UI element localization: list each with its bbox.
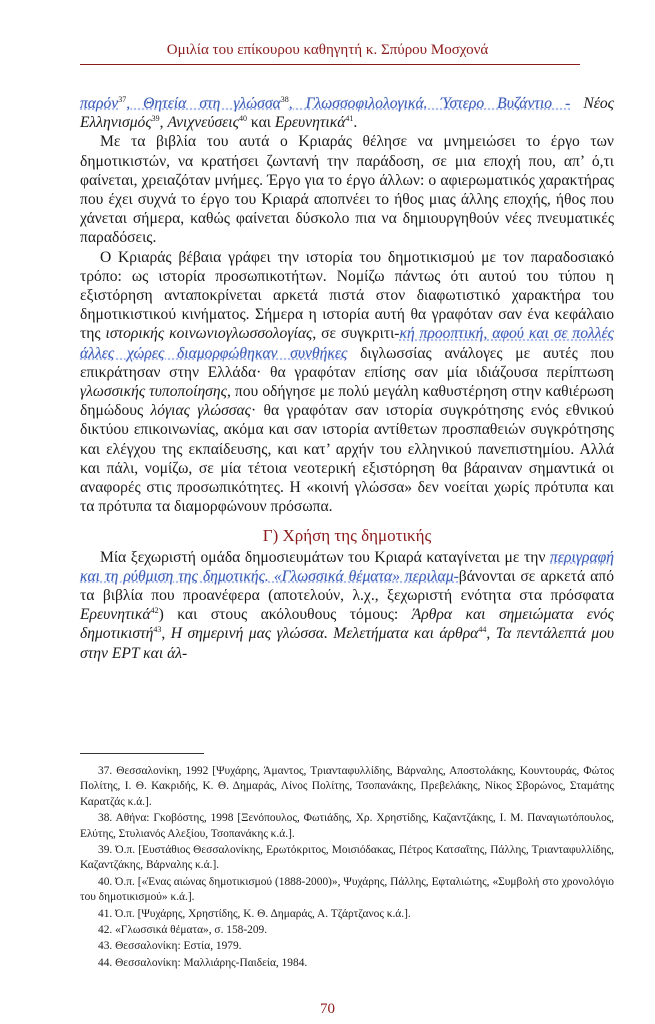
highlighted-text: περιγραφή και τη ρύθμιση της δημοτικής. «Γλωσσικά θέματα» περιλαμ- (80, 548, 614, 585)
footnote-rule (80, 753, 204, 754)
text-run: , σε συγκριτι- (312, 325, 400, 343)
footnote-ref: 43 (153, 625, 162, 635)
highlighted-title: , Γλωσσοφιλολογικά. Ύστερο Βυζάντιο - (288, 95, 571, 112)
highlighted-text: κή προοπτική, αφού και σε πολλές άλλες χώρες διαμορφώθηκαν συνθήκες (80, 325, 615, 362)
book-title: Ερευνητικά (274, 114, 346, 132)
footnote: 39. Ό.π. [Ευστάθιος Θεσσαλονίκης, Ερωτόκριτος, Μοισιόδακας, Πέτρος Κατσαΐτης, Πάλλης, Τριανταφυλλίδης, Καζαντζάκης, Βάρναλης κ.ά.]. (80, 844, 614, 872)
paragraph-continuation (80, 94, 614, 132)
paragraph (80, 248, 614, 517)
footnote: 42. «Γλωσσικά θέματα», σ. 158-209. (98, 924, 268, 937)
header-rule (80, 64, 580, 65)
book-title: Άρθρα και σημειώματα ενός δημοτικιστή (80, 606, 614, 643)
text-run: , (486, 625, 496, 643)
text-run: · θα γραφόταν σαν ιστορία συγκρότησης ενός εθνικού δικτύου επικοινωνίας, ακόμα και σαν ιστορία αντίθετων προσπαθειών συγκρότησης και ελέγχου της εκπαίδευσης, και κατ’ αρχήν του ελληνικού πανεπιστημίου. Αλλά και πάλι, νομίζω, σε μία τέτοια νεοτερική εξιστόρηση θα βάραιναν σημαντικά οι αναφορές στις προσωπικότητες. Η «κοινή γλώσσα» δεν νοείται χωρίς πρότυπα και τα πρότυπα τα διαμορφώνουν πρόσωπα. (80, 402, 614, 516)
footnote: 43. Θεσσαλονίκη: Εστία, 1979. (98, 940, 242, 953)
text-run: ) και στους ακόλουθους τόμους: (158, 606, 412, 624)
section-heading: Γ) Χρήση της δημοτικής (262, 526, 432, 546)
book-title: Η σημερινή μας γλώσσα. Μελετήματα και άρθρα (170, 625, 479, 643)
paragraph (80, 548, 614, 663)
footnote-ref: 39 (151, 114, 160, 124)
running-header: Ομιλία του επίκουρου καθηγητή κ. Σπύρου Μοσχονά (166, 42, 489, 58)
footnote-ref: 42 (150, 606, 159, 616)
footnote-ref: 38 (280, 94, 289, 104)
text-run: διγλωσσίας ανάλογες με αυτές που επικράτησαν στην Ελλάδα· θα γραφόταν επίσης σαν μία ιδιάζουσα περίπτωση (80, 344, 614, 381)
footnote-ref: 41 (345, 114, 354, 124)
highlighted-title: , Θητεία στη γλώσσα (126, 95, 281, 112)
text-run: , που οδήγησε με πολύ μεγάλη καθυστέρηση στην καθιέρωση δημώδους (80, 383, 614, 420)
footnote: 40. Ό.π. [«Ένας αιώνας δημοτικισμού (1888-2000)», Ψυχάρης, Πάλλης, Εφταλιώτης, «Συμβολή στο χρονολόγιο του δημοτικισμού» κ.ά.]. (80, 875, 614, 904)
emphasis: γλωσσικής τυποποίησης (80, 383, 227, 401)
text-run: . (353, 114, 358, 132)
footnote-ref: 44 (478, 625, 487, 635)
book-title: Νέος Ελληνισμός (80, 95, 614, 132)
text-run: βάνονται σε αρκετά από τα βιβλία που προανέφερα (αποτελούν, λ.χ., ξεχωριστή ενότητα στα πρόσφατα (80, 567, 614, 605)
page-number: 70 (320, 1001, 335, 1017)
book-title: Ερευνητικά (80, 606, 151, 624)
text-run: και (246, 114, 275, 132)
highlighted-title: παρόν (80, 95, 119, 112)
text-run: Ο Κριαράς βέβαια γράφει την ιστορία του δημοτικισμού με τον παραδοσιακό τρόπο: ως ιστορία προσωπικοτήτων. Νομίζω πάντως ότι αυτού του τύπου η εξιστόρηση ανταποκρίνεται αρκετά πιστά στον διαφωτιστικό χαρακτήρα του δημοτικιστικού κινήματος. Σήμερα η ιστορία αυτή θα γραφόταν σαν ένα κεφάλαιο της (80, 248, 614, 343)
footnotes (80, 764, 614, 972)
footnote: 44. Θεσσαλονίκη: Μαλλιάρης-Παιδεία, 1984. (98, 956, 308, 969)
text-run: Μία ξεχωριστή ομάδα δημοσιευμάτων του Κριαρά καταγίνεται με την (100, 548, 551, 566)
book-title: Ανιχνεύσεις (167, 114, 239, 132)
paragraph: Με τα βιβλία του αυτά ο Κριαράς θέλησε να μνημειώσει το έργο των δημοτικιστών, να κρατήσει ζωντανή την παράδοση, σε μια εποχή που, απ’ ό,τι φαίνεται, χρειαζόταν μνήμες. Έργο για το έργο άλλων: ο αφιερωματικός χαρακτήρας που έχει συχνά το έργο του Κριαρά αποπνέει το ήθος μιας άλλης εποχής, ήθος που χάνεται σήμερα, καθώς φαίνεται δύσκολο πια να δημιουργηθούν νέες πνευματικές παραδόσεις. (80, 133, 614, 247)
emphasis: ιστορικής κοινωνιογλωσσολογίας (105, 325, 313, 343)
book-title: Τα πεντάλεπτά μου στην ΕΡΤ και άλ- (80, 625, 615, 662)
footnote-ref: 37 (118, 94, 127, 104)
text-run: , (159, 114, 168, 132)
body-text (80, 94, 614, 663)
footnote: 38. Αθήνα: Γκοβόστης, 1998 [Ξενόπουλος, Φωτιάδης, Χρ. Χρηστίδης, Καζαντζάκης, Ι. Μ. Παναγιωτόπουλος, Ελύτης, Στυλιανός Αλεξίου, Τσοπανάκης κ.ά.]. (80, 812, 614, 840)
footnote: 41. Ό.π. [Ψυχάρης, Χρηστίδης, Κ. Θ. Δημαράς, Α. Τζάρτζανος κ.ά.]. (98, 907, 411, 920)
emphasis: λόγιας γλώσσας (150, 402, 251, 420)
text-run: , (161, 625, 171, 643)
footnote-ref: 40 (238, 114, 247, 124)
footnote: 37. Θεσσαλονίκη, 1992 [Ψυχάρης, Άμαντος, Τριανταφυλλίδης, Βάρναλης, Αποστολάκης, Κουντουράς, Φώτος Πολίτης, Ι. Θ. Κακριδής, Κ. Θ. Δημαράς, Λίνος Πολίτης, Τσοπανάκης, Πρεβελάκης, Νίκος Σβορώνος, Σταμάτης Καρατζάς κ.ά.]. (80, 765, 614, 808)
